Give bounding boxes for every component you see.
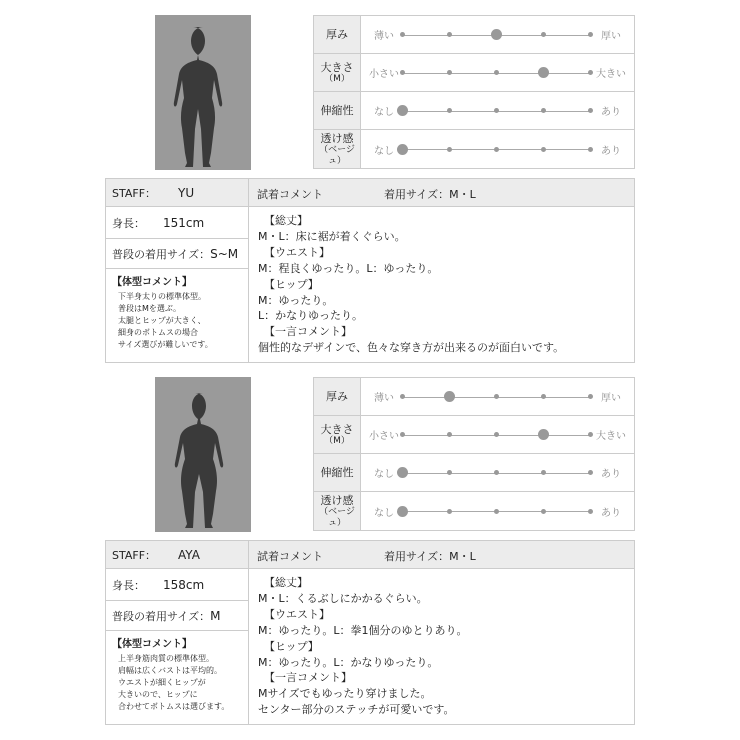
comment-heading: 【ヒップ】 xyxy=(264,639,319,653)
scale-left-text: なし xyxy=(374,469,394,480)
height-row xyxy=(106,569,248,601)
trial-comment-header xyxy=(249,179,634,207)
comment-line: M・L：床に裾が着くぐらい。 xyxy=(258,229,406,243)
body-comment-line: 下半身太りの標準体型。 xyxy=(118,292,206,301)
scale-marker-selected xyxy=(538,429,549,440)
scale-row-size xyxy=(314,54,634,92)
body-silhouette-icon xyxy=(155,15,251,170)
scale-step-dot xyxy=(447,147,452,152)
body-silhouette-icon xyxy=(155,377,251,532)
scale-step-dot xyxy=(588,32,593,37)
comment-heading: 【ウエスト】 xyxy=(264,607,330,621)
scale-step-dot xyxy=(447,32,452,37)
body-comment-line: ウエストが細くヒップが xyxy=(118,678,206,687)
scale-label-sub: （M） xyxy=(324,73,350,84)
comment-heading: 【ウエスト】 xyxy=(264,245,330,259)
body-comment-line: 上半身筋肉質の標準体型。 xyxy=(118,654,214,663)
staff-profile-column xyxy=(106,179,249,362)
scale-step-dot xyxy=(494,509,499,514)
comment-line: センター部分のステッチが可愛いです。 xyxy=(258,703,455,717)
scale-left-text: なし xyxy=(374,507,394,519)
scale-step-dot xyxy=(588,509,593,514)
scale-step-dot xyxy=(494,70,499,75)
staff-info-table xyxy=(105,540,635,725)
staff-label: STAFF： xyxy=(112,548,157,562)
trial-comment-label: 試着コメント xyxy=(257,550,323,563)
scale-right-text: 大きい xyxy=(596,431,626,442)
scale-marker-selected xyxy=(397,144,408,155)
comment-line: M：ゆったり。L：かなりゆったり。 xyxy=(258,655,439,669)
scale-step-dot xyxy=(400,32,405,37)
scale-label xyxy=(314,54,361,91)
scale-step-dot xyxy=(400,394,405,399)
scale-step-dot xyxy=(588,147,593,152)
scale-step-dot xyxy=(400,70,405,75)
staff-name: AYA xyxy=(178,547,200,562)
fabric-scale-chart xyxy=(313,15,635,169)
scale-marker-selected xyxy=(444,391,455,402)
scale-step-dot xyxy=(494,432,499,437)
scale-step-dot xyxy=(447,509,452,514)
scale-step-dot xyxy=(494,147,499,152)
comment-heading: 【ヒップ】 xyxy=(264,277,319,291)
scale-left-text: 薄い xyxy=(374,31,394,42)
scale-step-dot xyxy=(588,470,593,475)
scale-label-sub: （ベージュ） xyxy=(319,144,355,166)
scale-step-dot xyxy=(541,394,546,399)
scale-row-sheer xyxy=(314,492,634,530)
scale-left-text: 小さい xyxy=(369,69,399,80)
scale-label-text: 厚み xyxy=(326,28,348,41)
comment-line: M：ゆったり。 xyxy=(258,293,334,307)
scale-step-dot xyxy=(541,108,546,113)
scale-right-text: 厚い xyxy=(601,31,621,42)
scale-label-text: 大きさ xyxy=(320,422,354,436)
usual-size-value: S~M xyxy=(210,246,239,261)
body-comment-title: 【体型コメント】 xyxy=(112,277,192,288)
scale-label-text: 厚み xyxy=(326,390,348,403)
height-row xyxy=(106,207,248,239)
scale-marker-selected xyxy=(397,105,408,116)
height-value: 158cm xyxy=(163,577,205,592)
scale-marker-selected xyxy=(491,29,502,40)
scale-right-text: あり xyxy=(601,469,621,480)
comment-line: Mサイズでもゆったり穿けました。 xyxy=(258,687,432,701)
scale-left-text: 小さい xyxy=(369,431,399,442)
scale-right-text: あり xyxy=(601,145,621,157)
scale-step-dot xyxy=(588,394,593,399)
scale-right-text: あり xyxy=(601,107,621,118)
comment-line: M：ゆったり。L：拳1個分のゆとりあり。 xyxy=(258,623,468,637)
scale-right-text: 厚い xyxy=(601,393,621,404)
scale-step-dot xyxy=(400,432,405,437)
staff-profile-column xyxy=(106,541,249,724)
scale-left-text: なし xyxy=(374,145,394,157)
scale-row-stretch xyxy=(314,454,634,492)
body-comment xyxy=(112,635,244,713)
trial-comment-body xyxy=(258,213,564,356)
body-comment-line: 太腿とヒップが大きく、 xyxy=(118,316,206,325)
staff-name-row xyxy=(106,541,248,569)
scale-step-dot xyxy=(541,470,546,475)
scale-step-dot xyxy=(541,32,546,37)
scale-label-text: 透け感 xyxy=(320,493,354,507)
comment-heading: 【総丈】 xyxy=(264,576,308,589)
body-comment-line: 大きいので、ヒップに xyxy=(118,690,198,699)
height-label: 身長： xyxy=(112,578,145,592)
usual-size-value: M xyxy=(210,608,221,623)
scale-row-thickness xyxy=(314,378,634,416)
scale-step-dot xyxy=(447,470,452,475)
scale-left-text: 薄い xyxy=(374,393,394,404)
scale-step-dot xyxy=(541,147,546,152)
scale-step-dot xyxy=(447,432,452,437)
usual-size-label: 普段の着用サイズ： xyxy=(112,609,211,623)
usual-size-label: 普段の着用サイズ： xyxy=(112,247,211,261)
usual-size-row xyxy=(106,601,248,631)
body-comment xyxy=(112,273,244,351)
scale-label xyxy=(314,378,361,415)
body-comment-line: サイズ選びが難しいです。 xyxy=(118,340,213,349)
scale-label-text: 伸縮性 xyxy=(320,466,354,479)
scale-label-sub: （M） xyxy=(324,435,350,446)
scale-label-text: 透け感 xyxy=(320,131,354,145)
worn-size-label: 着用サイズ：M・L xyxy=(384,188,476,201)
staff-info-table xyxy=(105,178,635,363)
comment-line: M：程良くゆったり。L：ゆったり。 xyxy=(258,261,439,275)
comment-line: L：かなりゆったり。 xyxy=(258,309,364,323)
comment-heading: 【一言コメント】 xyxy=(264,671,352,685)
scale-label xyxy=(314,130,361,168)
scale-label-sub: （ベージュ） xyxy=(319,506,355,528)
height-value: 151cm xyxy=(163,215,205,230)
staff-silhouette-image xyxy=(155,377,251,532)
scale-left-text: なし xyxy=(374,107,394,118)
staff-label: STAFF： xyxy=(112,186,157,200)
scale-step-dot xyxy=(494,470,499,475)
scale-row-size xyxy=(314,416,634,454)
scale-step-dot xyxy=(588,70,593,75)
scale-row-thickness xyxy=(314,16,634,54)
body-comment-line: 肩幅は広くバストは平均的。 xyxy=(118,666,222,675)
scale-label xyxy=(314,92,361,129)
trial-comment-header xyxy=(249,541,634,569)
scale-step-dot xyxy=(447,108,452,113)
scale-step-dot xyxy=(447,70,452,75)
comment-line: M・L：くるぶしにかかるぐらい。 xyxy=(258,591,428,605)
staff-silhouette-image xyxy=(155,15,251,170)
scale-right-text: あり xyxy=(601,507,621,519)
scale-step-dot xyxy=(494,394,499,399)
worn-size-label: 着用サイズ：M・L xyxy=(384,550,476,563)
scale-marker-selected xyxy=(538,67,549,78)
scale-step-dot xyxy=(588,432,593,437)
comment-heading: 【一言コメント】 xyxy=(264,325,352,339)
staff-name-row xyxy=(106,179,248,207)
scale-right-text: 大きい xyxy=(596,69,626,80)
scale-label-text: 伸縮性 xyxy=(320,104,354,117)
body-comment-title: 【体型コメント】 xyxy=(112,639,192,650)
scale-label xyxy=(314,454,361,491)
scale-marker-selected xyxy=(397,467,408,478)
body-comment-line: 細身のボトムスの場合 xyxy=(118,328,198,337)
comment-heading: 【総丈】 xyxy=(264,214,308,227)
scale-step-dot xyxy=(588,108,593,113)
body-comment-line: 合わせてボトムスは選びます。 xyxy=(118,702,230,711)
scale-label-text: 大きさ xyxy=(320,60,354,74)
scale-marker-selected xyxy=(397,506,408,517)
scale-step-dot xyxy=(494,108,499,113)
scale-label xyxy=(314,492,361,530)
scale-step-dot xyxy=(541,509,546,514)
trial-comment-label: 試着コメント xyxy=(257,188,323,201)
fabric-scale-chart xyxy=(313,377,635,531)
body-comment-line: 普段はMを選ぶ。 xyxy=(118,304,182,313)
usual-size-row xyxy=(106,239,248,269)
height-label: 身長： xyxy=(112,216,145,230)
scale-row-sheer xyxy=(314,130,634,168)
scale-label xyxy=(314,16,361,53)
staff-name: YU xyxy=(178,185,195,200)
scale-row-stretch xyxy=(314,92,634,130)
trial-comment-body xyxy=(258,575,468,718)
comment-line: 個性的なデザインで、色々な穿き方が出来るのが面白いです。 xyxy=(258,341,565,355)
scale-label xyxy=(314,416,361,453)
